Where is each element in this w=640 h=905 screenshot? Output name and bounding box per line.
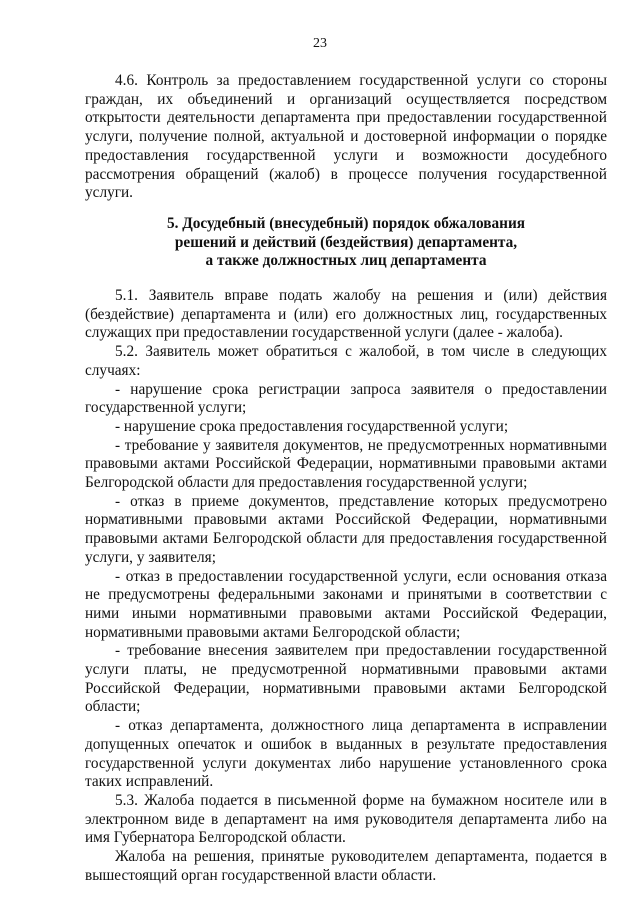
list-item: - требование у заявителя документов, не предусмотренных нормативными правовыми актами Российской Федерации, нормативными правовыми актами Белгородской области для предоставления государственной услуги; [85, 436, 607, 492]
section-5-body [85, 287, 607, 886]
heading-line-1: 5. Досудебный (внесудебный) порядок обжалования [166, 215, 526, 232]
heading-line-3: а также должностных лиц департамента [205, 252, 487, 270]
paragraph-5-2: 5.2. Заявитель может обратиться с жалобой, в том числе в следующих случаях: [85, 343, 607, 379]
heading-line-2: решений и действий (бездействия) департамента, [174, 233, 518, 251]
page-number: 23 [313, 36, 327, 51]
list-item: - отказ в предоставлении государственной услуги, если основания отказа не предусмотрены федеральными законами и принятыми в соответствии с ними иными нормативными правовыми актами Российской Федерации, нормативными правовыми актами Белгородской области; [85, 567, 607, 641]
list-item: - требование внесения заявителем при предоставлении государственной услуги платы, не предусмотренной нормативными правовыми актами Российской Федерации, нормативными правовыми актами Белгородской области; [85, 642, 607, 716]
paragraph-complaint-on-head: Жалоба на решения, принятые руководителем департамента, подается в вышестоящий орган государственной власти области. [85, 848, 607, 884]
list-item: - отказ в приеме документов, представление которых предусмотрено нормативными правовыми актами Российской Федерации, нормативными правовыми актами Белгородской области для предоставления государственной услуги, у заявителя; [85, 492, 607, 566]
list-item: - нарушение срока предоставления государственной услуги; [115, 417, 509, 435]
paragraph-5-1: 5.1. Заявитель вправе подать жалобу на решения и (или) действия (бездействие) департамента и (или) его должностных лиц, государственных служащих при предоставлении государственной услуги (далее - жалоба). [85, 287, 607, 342]
list-item: - отказ департамента, должностного лица департамента в исправлении допущенных опечаток и ошибок в выданных в результате предоставления государственной услуги документах либо нарушение установленного срока таких исправлений. [85, 717, 607, 791]
paragraph-4-6: 4.6. Контроль за предоставлением государственной услуги со стороны граждан, их объединений и организаций осуществляется посредством открытости деятельности департамента при предоставлении государственной услуги, получение полной, актуальной и достоверной информации о порядке предоставления государственной услуги и возможности досудебного рассмотрения обращений (жалоб) в процессе получения государственной услуги. [85, 72, 607, 202]
paragraph-5-3: 5.3. Жалоба подается в письменной форме на бумажном носителе или в электронном виде в департамент на имя руководителя департамента либо на имя Губернатора Белгородской области. [85, 791, 607, 847]
section-5-heading [85, 215, 607, 271]
list-item: - нарушение срока регистрации запроса заявителя о предоставлении государственной услуги; [85, 380, 607, 417]
